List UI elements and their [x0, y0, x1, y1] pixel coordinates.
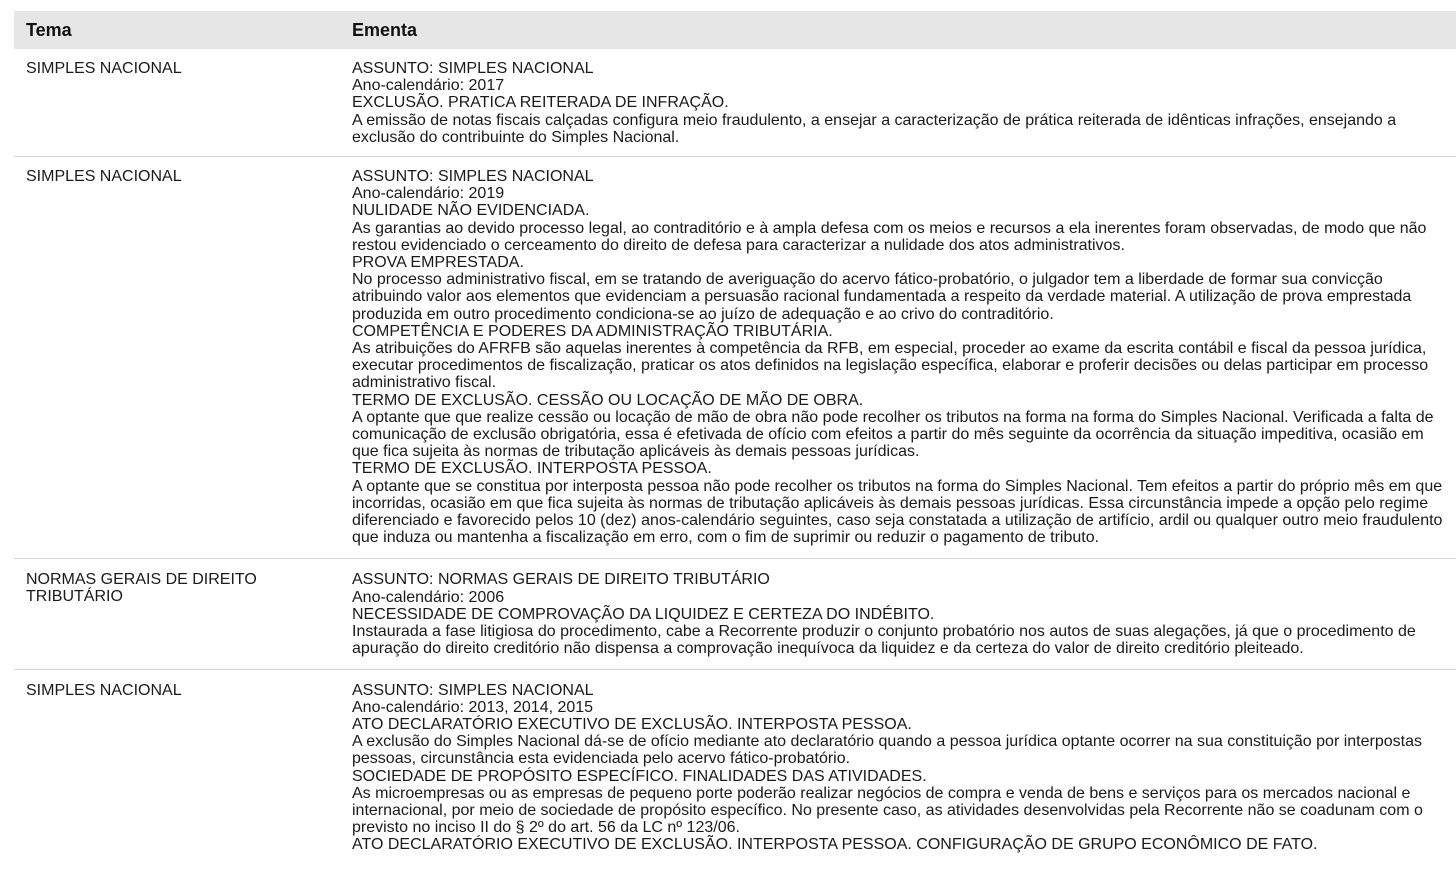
table-row: [14, 157, 1456, 559]
ementa-line: NULIDADE NÃO EVIDENCIADA.: [352, 202, 590, 220]
ementa-cell: [352, 60, 1456, 146]
ementa-line: A exclusão do Simples Nacional dá-se de ofício mediante ato declaratório quando a pessoa jurídica optante ocorrer na sua constituição por interpostas pessoas, circunstância esta evidenciada pelo acervo fático-probatório.: [352, 733, 1422, 768]
ementa-line: COMPETÊNCIA E PODERES DA ADMINISTRAÇÃO TRIBUTÁRIA.: [352, 322, 833, 340]
tema-cell: SIMPLES NACIONAL: [26, 60, 182, 77]
ementa-line: TERMO DE EXCLUSÃO. INTERPOSTA PESSOA.: [352, 460, 712, 478]
ementa-line: A optante que se constitua por interposta pessoa não pode recolher os tributos na forma do Simples Nacional. Tem efeitos a partir do próprio mês em que incorridas, ocasião em que fica sujeita às normas de tributação aplicáveis às demais pessoas jurídicas. Essa circunstância impede a opção pelo regime diferenciado e favorecido pelos 10 (dez) anos-calendário seguintes, caso seja constatada a utilização de artifício, ardil ou qualquer outro meio fraudulento que induza ou mantenha a fiscalização em erro, com o fim de suprimir ou reduzir o pagamento de tributo.: [352, 477, 1443, 547]
ementa-line: As atribuições do AFRFB são aquelas inerentes à competência da RFB, em especial, proceder ao exame da escrita contábil e fiscal da pessoa jurídica, executar procedimentos de fiscalização, praticar os atos definidos na legislação específica, elaborar e proferir decisões ou delas participar em processo administrativo fiscal.: [352, 340, 1429, 392]
ementa-line: As garantias ao devido processo legal, ao contraditório e à ampla defesa com os meios e recursos a ela inerentes foram observadas, de modo que não restou evidenciado o cerceamento do direito de defesa para caracterizar a nulidade dos atos administrativos.: [352, 219, 1427, 254]
tema-cell: NORMAS GERAIS DE DIREITO TRIBUTÁRIO: [26, 571, 257, 606]
ementa-line: A emissão de notas fiscais calçadas configura meio fraudulento, a ensejar a caracterização de prática reiterada de idênticas infrações, ensejando a exclusão do contribuinte do Simples Nacional.: [352, 111, 1397, 146]
ementa-line: A optante que que realize cessão ou locação de mão de obra não pode recolher os tributos na forma na forma do Simples Nacional. Verificada a falta de comunicação de exclusão obrigatória, essa é efetivada de ofício com efeitos a partir do mês seguinte da ocorrência da situação impeditiva, ocasião em que fica sujeita às normas de tributação aplicáveis às demais pessoas jurídicas.: [352, 408, 1434, 461]
ementa-line: ATO DECLARATÓRIO EXECUTIVO DE EXCLUSÃO. INTERPOSTA PESSOA. CONFIGURAÇÃO DE GRUPO ECONÔMICO DE FATO.: [352, 836, 1318, 854]
ementa-cell: [352, 571, 1456, 657]
ementa-line: ASSUNTO: SIMPLES NACIONAL: [352, 168, 594, 186]
ementa-line: ASSUNTO: NORMAS GERAIS DE DIREITO TRIBUTÁRIO: [352, 571, 770, 589]
ementa-cell: [352, 682, 1456, 854]
ementa-line: EXCLUSÃO. PRATICA REITERADA DE INFRAÇÃO.: [352, 94, 729, 112]
column-header-tema: Tema: [26, 19, 72, 40]
ementa-line: PROVA EMPRESTADA.: [352, 254, 524, 272]
ementa-line: ATO DECLARATÓRIO EXECUTIVO DE EXCLUSÃO. INTERPOSTA PESSOA.: [352, 715, 912, 733]
ementa-line: Ano-calendário: 2013, 2014, 2015: [352, 698, 594, 716]
table-row: [14, 559, 1456, 669]
tema-cell: SIMPLES NACIONAL: [26, 681, 182, 699]
ementa-line: As microempresas ou as empresas de pequeno porte poderão realizar negócios de compra e venda de bens e serviços para os mercados nacional e internacional, por meio de sociedade de propósito específico. No presente caso, as atividades desenvolvidas pela Recorrente não se coadunam com o previsto no inciso II do § 2º do art. 56 da LC nº 123/06.: [352, 784, 1423, 837]
tema-cell: SIMPLES NACIONAL: [26, 168, 182, 186]
table-row: [14, 670, 1456, 864]
table-header: [14, 11, 1456, 49]
table-row: [14, 49, 1456, 157]
ementa-cell: [352, 168, 1456, 546]
ementa-line: No processo administrativo fiscal, em se tratando de averiguação do acervo fático-probatório, o julgador tem a liberdade de formar sua convicção atribuindo valor aos elementos que evidenciam a persuasão racional fundamentada a respeito da verdade material. A utilização de prova emprestada produzida em outro procedimento condiciona-se ao juízo de adequação e ao crivo do contraditório.: [352, 271, 1412, 323]
ementa-line: TERMO DE EXCLUSÃO. CESSÃO OU LOCAÇÃO DE MÃO DE OBRA.: [352, 391, 864, 409]
ementa-line: NECESSIDADE DE COMPROVAÇÃO DA LIQUIDEZ E CERTEZA DO INDÉBITO.: [352, 605, 935, 623]
ementa-line: SOCIEDADE DE PROPÓSITO ESPECÍFICO. FINALIDADES DAS ATIVIDADES.: [352, 767, 927, 785]
column-header-ementa: Ementa: [352, 19, 418, 40]
ementa-line: Instaurada a fase litigiosa do procedimento, cabe a Recorrente produzir o conjunto probatório nos autos de suas alegações, já que o procedimento de apuração do direito creditório não dispensa a comprovação inequívoca da liquidez e da certeza do valor de direito creditório pleiteado.: [352, 623, 1416, 658]
ementa-line: Ano-calendário: 2019: [352, 185, 505, 203]
ementas-table: [14, 11, 1456, 864]
ementa-line: Ano-calendário: 2006: [352, 588, 505, 606]
ementa-line: ASSUNTO: SIMPLES NACIONAL: [352, 60, 594, 77]
ementa-line: Ano-calendário: 2017: [352, 77, 505, 95]
ementa-line: ASSUNTO: SIMPLES NACIONAL: [352, 681, 594, 699]
